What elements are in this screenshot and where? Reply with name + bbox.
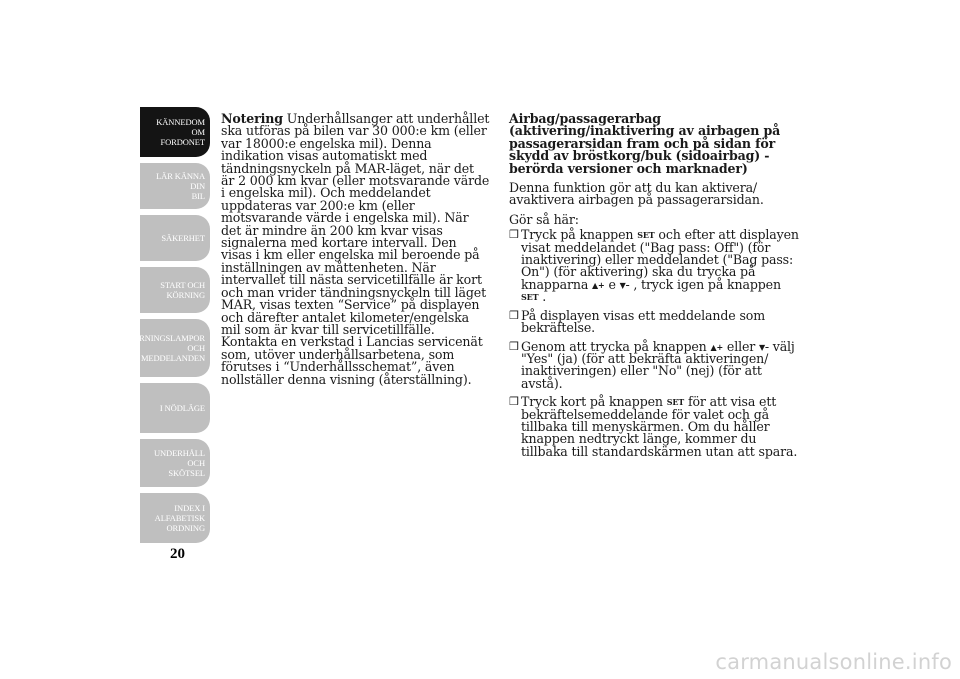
step-text: Genom att trycka på knappen — [521, 338, 711, 354]
tab-label: SÄKERHET — [161, 233, 205, 243]
tab-label: I NÖDLÄGE — [159, 403, 205, 413]
set-button-icon: SET — [637, 230, 655, 241]
checkbox-bullet-icon: ❒ — [509, 228, 519, 242]
tab-i-nodlage[interactable] — [140, 383, 210, 433]
checkbox-bullet-icon: ❒ — [509, 339, 519, 353]
tab-lar-kanna-din-bil[interactable] — [140, 163, 210, 209]
step-item — [509, 396, 799, 458]
step-text: . — [538, 289, 547, 305]
tab-label: START OCH KÖRNING — [160, 280, 205, 300]
note-label: Notering — [221, 111, 283, 126]
step-item — [509, 307, 799, 336]
step-text: , tryck igen på knappen — [629, 276, 781, 292]
step-text: e — [604, 276, 620, 292]
steps-list — [509, 229, 799, 458]
up-plus-button-icon: ▲+ — [592, 279, 605, 290]
lead-paragraph: Gör så här: — [509, 211, 579, 227]
step-text: Tryck kort på knappen — [521, 394, 667, 410]
step-text: På displayen visas ett meddelande som bekräftelse. — [521, 307, 765, 336]
tab-start-och-korning[interactable] — [140, 267, 210, 313]
step-text: eller — [723, 338, 760, 354]
tab-label: UNDERHÅLL OCH SKÖTSEL — [153, 448, 205, 478]
tab-label: KÄNNEDOM OM FORDONET — [156, 117, 205, 147]
set-button-icon: SET — [666, 397, 685, 408]
watermark: carmanualsonline.info — [715, 650, 952, 674]
up-plus-button-icon: ▲+ — [710, 341, 724, 352]
tab-sakerhet[interactable] — [140, 215, 210, 261]
service-note-column — [221, 113, 491, 386]
page-number: 20 — [170, 546, 185, 562]
service-note — [221, 113, 491, 386]
tab-kannedom-om-fordonet[interactable] — [140, 107, 210, 157]
intro-paragraph: Denna funktion gör att du kan aktivera/ avaktivera airbagen på passagerarsidan. — [509, 180, 764, 208]
note-text: Underhållsanger att underhållet ska utföras på bilen var 30 000:e km (eller var 18000:e engelska mil). Denna indikation visas automatiskt med tändningsnyckeln på MAR-läget, när det är 2 000 km kvar (eller motsvarande värde i engelska mil). Och meddelandet uppdateras var 200:e km (eller motsvarande värde i engelska mil). När det är mindre än 200 km kvar visas signalerna med kortare intervall. Den visas i km eller engelska mil beroende på inställningen av måttenheten. När intervallet till nästa servicetillfälle är kort och man vrider tändningsnyckeln till läget MAR, visas texten “Service” på displayen och därefter antalet kilometer/engelska mil som är kvar till servicetillfälle. Kontakta en verkstad i Lancias servicenät som, utöver underhållsarbetena, som förutses i “Underhållsschemat”, även nollställer denna visning (återställning). — [221, 111, 490, 387]
airbag-column — [509, 113, 799, 464]
checkbox-bullet-icon: ❒ — [509, 308, 519, 322]
tab-underhall-och-skotsel[interactable] — [140, 439, 210, 487]
step-text: för att visa ett bekräftelsemeddelande för valet och gå tillbaka till menyskärmen. Om du håller knappen nedtryckt länge, kommer du tillbaka till standardskärmen utan att spara. — [521, 394, 798, 459]
tab-index-i-alfabetisk-ordning[interactable] — [140, 493, 210, 543]
step-text: Tryck på knappen — [521, 227, 638, 243]
tab-label: VARNINGSLAMPOR OCH MEDDELANDEN — [128, 333, 205, 363]
down-minus-button-icon: ▼– — [619, 279, 630, 290]
checkbox-bullet-icon: ❒ — [509, 395, 519, 409]
step-item — [509, 229, 799, 303]
step-text: välj "Yes" (ja) (för att bekräfta aktiveringen/ inaktiveringen) eller "No" (nej) (för att avstå). — [521, 338, 795, 391]
tab-label: LÄR KÄNNA DIN BIL — [156, 171, 205, 201]
tab-varningslampor-och-meddelanden[interactable] — [128, 319, 210, 377]
step-text: och efter att displayen visat meddelandet ("Bag pass: Off") (för inaktivering) eller meddelandet ("Bag pass: On") (för aktivering) ska du trycka på knapparna — [521, 227, 799, 292]
down-minus-button-icon: ▼– — [759, 341, 769, 352]
step-item — [509, 338, 799, 391]
set-button-icon: SET — [521, 292, 539, 303]
section-heading: Airbag/passagerarbag (aktivering/inaktivering av airbagen på passagerarsidan fram och på sidan för skydd av bröstkorg/buk (sidoairbag) - berörda versioner och marknader) — [509, 111, 781, 176]
tab-label: INDEX I ALFABETISK ORDNING — [154, 503, 205, 533]
